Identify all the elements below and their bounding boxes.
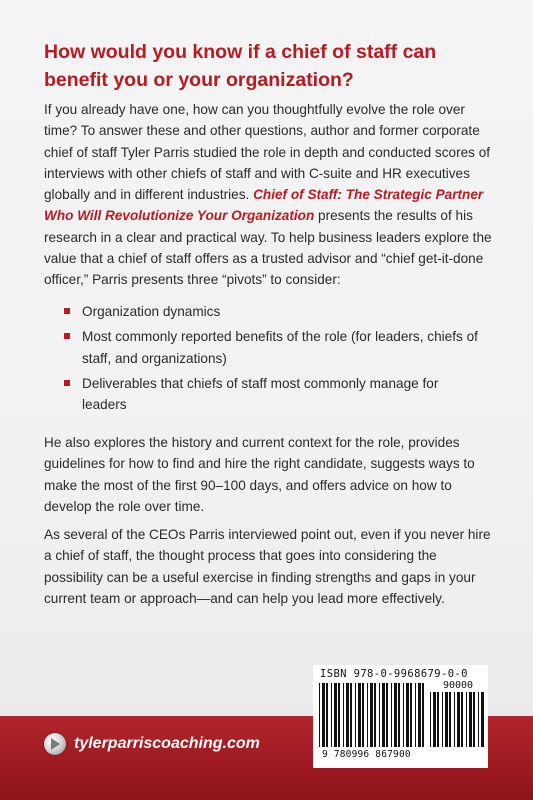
list-item-text: Most commonly reported benefits of the role (for leaders, chiefs of staff, and organizations) <box>82 329 478 366</box>
list-item-text: Deliverables that chiefs of staff most commonly manage for leaders <box>82 375 439 413</box>
barcode-number: 9 780996 867900 <box>322 749 411 760</box>
globe-arrow-icon <box>44 733 66 755</box>
bullet-square-icon <box>64 380 70 386</box>
intro-text-part2: presents the results of his research in a clear and practical way. To help business leaders explore the value that a chief of staff offers as a trusted advisor and “chief get-it-done officer,” Parris presents three “pivots” to consider: <box>44 208 492 288</box>
history-paragraph: He also explores the history and current context for the role, provides guidelines for how to find and hire the right candidate, suggests ways to make the most of the first 90–100 days, and offers advice on how to develop the role over time. <box>44 435 475 514</box>
barcode-bars <box>319 683 429 749</box>
list-item <box>64 373 484 416</box>
intro-paragraph <box>44 99 496 291</box>
pivots-list <box>64 301 484 419</box>
barcode-addon-code: 90000 <box>442 680 474 691</box>
book-title: Chief of Staff: The Strategic Partner Who Will Revolutionize Your Organization <box>44 187 484 224</box>
headline: How would you know if a chief of staff can benefit you or your organization? <box>44 41 437 91</box>
list-item-text: Organization dynamics <box>82 304 221 319</box>
intro-text-part1: If you already have one, how can you thoughtfully evolve the role over time? To answer these and other questions, author and former corporate chief of staff Tyler Parris studied the role in depth and conducted scores of interviews with other chiefs of staff and with C-suite and HR executives globally and in different industries. <box>44 102 491 203</box>
bullet-square-icon <box>64 333 70 339</box>
website-link[interactable]: tylerparriscoaching.com <box>74 735 260 752</box>
isbn-label: ISBN 978-0-9968679-0-0 <box>320 668 468 680</box>
list-item <box>64 301 484 322</box>
barcode-addon-bars <box>430 692 484 749</box>
list-item <box>64 326 484 369</box>
ceo-paragraph: As several of the CEOs Parris interviewed point out, even if you never hire a chief of staff, the thought process that goes into considering the possibility can be a useful exercise in finding strengths and gaps in your current team or approach—and can help you lead more effectively. <box>44 527 491 606</box>
bullet-square-icon <box>64 308 70 314</box>
